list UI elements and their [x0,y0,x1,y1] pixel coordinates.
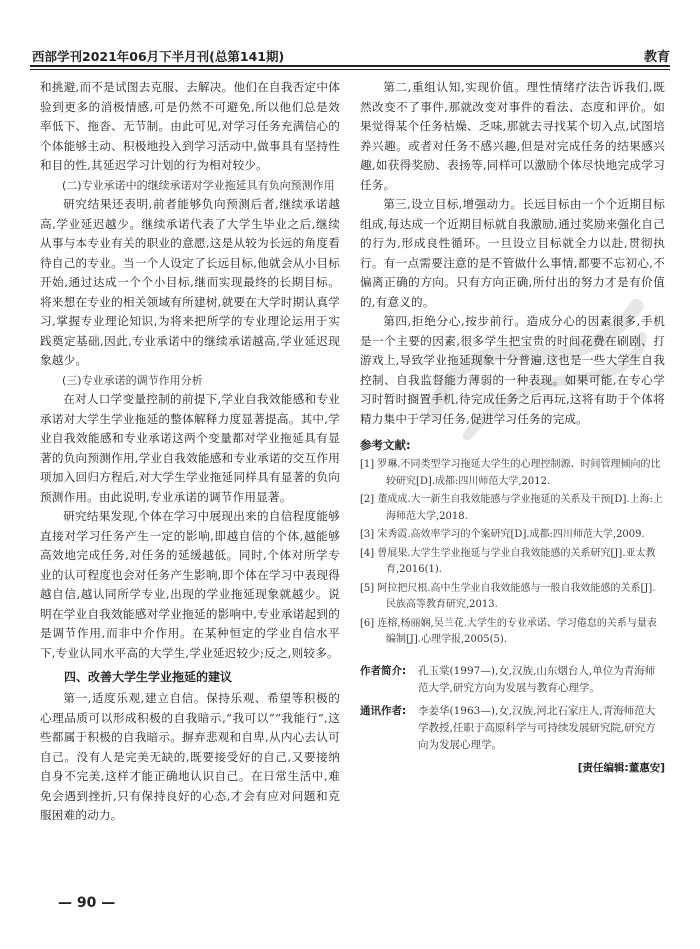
page-header [0,0,700,64]
body-paragraph: 在对人口学变量控制的前提下,学业自我效能感和专业承诺对大学生学业拖延的整体解释力度显著提高。其中,学业自我效能感和专业承诺这两个变量都对学业拖延具有显著的负向预测作用,学业自我效能感和专业承诺的交互作用项加入回归方程后,对大学生学业拖延同样具有显著的负向预测作用。由此说明,专业承诺的调节作用显著。 [40,392,340,504]
body-paragraph: 第四,拒绝分心,按步前行。造成分心的因素很多,手机是一个主要的因素,很多学生把宝贵的时间花费在刷剧、打游戏上,导致学业拖延现象十分普遍,这也是一些大学生自我控制、自我监督能力薄弱的一种表现。如果可能,在专心学习时暂时搁置手机,待完成任务之后再玩,这将有助于个体将精力集中于学习任务,促进学习任务的完成。 [360,314,665,426]
section-name: 教育 [643,50,670,65]
body-paragraph: 第三,设立目标,增强动力。长远目标由一个个近期目标组成,每达成一个近期目标就自我激励,通过奖励来强化自己的行为,形成良性循环。一旦设立目标就全力以赴,贯彻执行。有一点需要注意的是不管做什么事情,都要不忘初心,不偏离正确的方向。只有方向正确,所付出的努力才是有价值的,有意义的。 [360,197,665,309]
subsection-heading: (三)专业承诺的调节作用分析 [62,373,203,387]
reference-item: [2] 董成成.大一新生自我效能感与学业拖延的关系及干预[D].上海:上海师范大学,2018. [360,494,663,522]
author-bio [360,663,665,697]
subsection-heading: (二)专业承诺中的继续承诺对学业拖延具有负向预测作用 [62,178,335,192]
references-title: 参考文献: [360,438,411,452]
journal-title: 西部学刊2021年06月下半月刊(总第141期) [32,49,285,64]
reference-item: [5] 阿拉把尺根.高中生学业自我效能感与一般自我效能感的关系[J].民族高等教育研究,2013. [360,582,656,610]
reference-item: [4] 曾展果.大学生学业拖延与学业自我效能感的关系研究[J].亚太教育,2016(1). [360,547,656,575]
corresponding-text: 李姜华(1963—),女,汉族,河北石家庄人,青海师范大学教授,任职于高原科学与可持续发展研究院,研究方向为发展心理学。 [418,704,656,751]
body-paragraph: 和挑避,而不是试图去克服、去解决。他们在自我否定中体验到更多的消极情感,可是仍然不可避免,所以他们总是效率低下、拖沓、无节制。由此可见,对学习任务充满信心的个体能够主动、积极地投入到学习活动中,做事具有坚持性和目的性,其延迟学习计划的行为相对较少。 [40,80,340,172]
corresponding-author [360,703,665,754]
header-rule [30,65,670,67]
reference-item: [3] 宋秀霞.高效率学习的个案研究[D].成都:四川师范大学,2009. [360,529,645,540]
right-column [360,78,665,775]
body-paragraph: 第二,重组认知,实现价值。理性情绪疗法告诉我们,既然改变不了事件,那就改变对事件的看法、态度和评价。如果觉得某个任务枯燥、乏味,那就去寻找某个切入点,试图培养兴趣。或者对任务不感兴趣,但是对完成任务的结果感兴趣,如获得奖励、表扬等,同样可以激励个体尽快地完成学习任务。 [360,80,665,192]
corresponding-label: 通讯作者: [360,704,407,717]
section-heading: 四、改善大学生学业拖延的建议 [64,670,233,684]
reference-item: [6] 连榕,杨丽娴,吴兰花.大学生的专业承诺、学习倦怠的关系与量表编制[J].心理学报,2005(5). [360,617,657,645]
body-paragraph: 第一,适度乐观,建立自信。保持乐观、希望等积极的心理品质可以形成积极的自我暗示,“我可以”“我能行”,这些都属于积极的自我暗示。摒弃悲观和自卑,从内心去认可自己。没有人是完美无缺的,既要接受好的自己,又要接纳自身不完美,这样才能正确地认识自己。在日常生活中,难免会遇到挫折,只有保持良好的心态,才会有应对问题和克服困难的动力。 [40,691,340,822]
page-number: — 90 — [58,895,116,911]
header-rule-thin [30,69,670,70]
reference-item: [1] 罗琳.不同类型学习拖延大学生的心理控制源、时间管理倾向的比较研究[D].成都:四川师范大学,2012. [360,459,661,487]
author-info [360,663,665,775]
author-label: 作者简介: [360,664,407,677]
editor-credit: [责任编辑:董惠安] [577,761,665,774]
body-paragraph: 研究结果发现,个体在学习中展现出来的自信程度能够直接对学习任务产生一定的影响,即越自信的个体,越能够高效地完成任务,对任务的延缓越低。同时,个体对所学专业的认可程度也会对任务产生影响,即个体在学习中表现得越自信,越认同所学专业,出现的学业拖延现象就越少。说明在学业自我效能感对学业拖延的影响中,专业承诺起到的是调节作用,而非中介作用。在某种恒定的学业自信水平下,专业认同水平高的大学生,学业延迟较少;反之,则较多。 [40,509,340,660]
body-paragraph: 研究结果还表明,前者能够负向预测后者,继续承诺越高,学业延迟越少。继续承诺代表了大学生毕业之后,继续从事与本专业有关的职业的意愿,这是从较为长远的角度看待自己的专业。当一个人设定了长远目标,他就会从小目标开始,通过达成一个个小目标,继而实现最终的长期目标。将来想在专业的相关领域有所建树,就要在大学时期认真学习,掌握专业理论知识,为将来把所学的专业理论运用于实践奠定基础,因此,专业承诺中的继续承诺越高,学业延迟现象越少。 [40,197,340,367]
author-text: 孔玉棠(1997—),女,汉族,山东烟台人,单位为青海师范大学,研究方向为发展与教育心理学。 [418,664,656,694]
left-column [40,78,340,826]
